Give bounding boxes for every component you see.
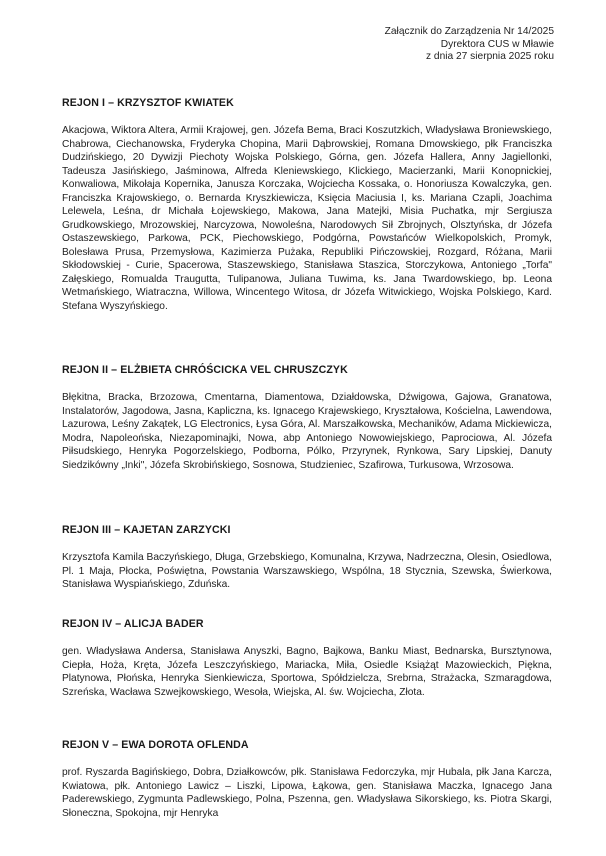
region-title: REJON V – EWA DOROTA OFLENDA <box>62 739 249 751</box>
region-title: REJON II – ELŻBIETA CHRÓŚCICKA VEL CHRUSZCZYK <box>62 364 348 376</box>
region-section-5 <box>62 739 552 820</box>
region-title: REJON IV – ALICJA BADER <box>62 618 204 630</box>
region-section-1 <box>62 97 552 313</box>
header-line-2: Dyrektora CUS w Mławie <box>440 38 554 50</box>
region-street-list: Akacjowa, Wiktora Altera, Armii Krajowej, gen. Józefa Bema, Braci Koszutzkich, Władysława Broniewskiego, Chabrowa, Ciechanowska, Fryderyka Chopina, Marii Dąbrowskiej, Romana Dmowskiego, płk Franciszka Dudzińskiego, 20 Dywizji Piechoty Wojska Polskiego, Górna, gen. Józefa Hallera, Anny Jagiellonki, Tadeusza Jasińskiego, Jaśminowa, Alfreda Kleniewskiego, Klickiego, Macierzanki, Marii Konopnickiej, Konwaliowa, Mikołaja Kopernika, Janusza Korczaka, Wojciecha Kossaka, o. Honoriusza Kowalczyka, gen. Franciszka Krajowskiego, o. Bernarda Kryszkiewicza, Księcia Maciusia I, ks. Mariana Czapli, Joachima Lelewela, Leśna, dr Michała Łojewskiego, Makowa, Jana Matejki, Misia Puchatka, mjr Sergiusza Grudkowskiego, Mrozowskiej, Narcyzowa, Nowoleśna, Narodowych Sił Zbrojnych, Olsztyńska, dr Józefa Ostaszewskiego, Parkowa, PCK, Piechowskiego, Podgórna, Powstańców Wielkopolskich, Promyk, Bolesława Prusa, Przemysłowa, Kazimierza Pużaka, Republiki Pińczowskiej, Rozgard, Różana, Marii Skłodowskiej - Curie, Spacerowa, Staszewskiego, Stanisława Staszica, Storczykowa, Antoniego „Torfa" Załęskiego, Romualda Traugutta, Tulipanowa, Juliana Tuwima, ks. Jana Twardowskiego, bp. Leona Wetmańskiego, Wiatraczna, Willowa, Wincentego Witosa, dr Józefa Witwickiego, Wojska Polskiego, Kard. Stefana Wyszyńskiego. <box>62 125 552 312</box>
region-section-3 <box>62 524 552 592</box>
region-title: REJON I – KRZYSZTOF KWIATEK <box>62 97 234 109</box>
region-street-list: prof. Ryszarda Bagińskiego, Dobra, Działkowców, płk. Stanisława Fedorczyka, mjr Hubala, płk Jana Karcza, Kwiatowa, płk. Antoniego Lawicz – Liszki, Lipowa, Łąkowa, gen. Stanisława Maczka, Ignacego Jana Paderewskiego, Zygmunta Padlewskiego, Polna, Pszenna, gen. Władysława Sikorskiego, ks. Piotra Skargi, Słoneczna, Spokojna, mjr Henryka <box>62 767 552 819</box>
region-section-4 <box>62 618 552 699</box>
region-section-2 <box>62 364 552 472</box>
attachment-header <box>385 26 554 64</box>
region-street-list: Krzysztofa Kamila Baczyńskiego, Długa, Grzebskiego, Komunalna, Krzywa, Nadrzeczna, Olesin, Osiedlowa, Pl. 1 Maja, Płocka, Poświętna, Powstania Warszawskiego, Wspólna, 18 Stycznia, Szewska, Świerkowa, Stanisława Wyspiańskiego, Zduńska. <box>62 552 552 590</box>
header-line-1: Załącznik do Zarządzenia Nr 14/2025 <box>384 26 554 37</box>
region-street-list: gen. Władysława Andersa, Stanisława Anyszki, Bagno, Bajkowa, Banku Miast, Bednarska, Bursztynowa, Ciepła, Hoża, Kręta, Józefa Leszczyńskiego, Mariacka, Miła, Osiedle Książąt Mazowieckich, Piękna, Platynowa, Płońska, Henryka Sienkiewicza, Sportowa, Spółdzielcza, Srebrna, Strażacka, Szmaragdowa, Szreńska, Wacława Szwejkowskiego, Wesoła, Wiejska, Al. św. Wojciecha, Złota. <box>62 646 552 698</box>
header-line-3: z dnia 27 sierpnia 2025 roku <box>426 51 554 63</box>
region-title: REJON III – KAJETAN ZARZYCKI <box>62 524 231 536</box>
region-street-list: Błękitna, Bracka, Brzozowa, Cmentarna, Diamentowa, Działdowska, Dźwigowa, Gajowa, Granatowa, Instalatorów, Jagodowa, Jasna, Kapliczna, ks. Ignacego Krajewskiego, Kryształowa, Kościelna, Lawendowa, Lazurowa, Leśny Zakątek, LG Electronics, Łysa Góra, Al. Marszałkowska, Mechaników, Adama Mickiewicza, Modra, Napoleońska, Niezapominajki, Nowa, abp Antoniego Nowowiejskiego, Paprociowa, Al. Józefa Piłsudskiego, Henryka Pogorzelskiego, Podborna, Pólko, Przyrynek, Rynkowa, Sary Lipskiej, Danuty Siedzikówny „Inki", Józefa Skrobińskiego, Sosnowa, Studzieniec, Szafirowa, Turkusowa, Wrzosowa. <box>62 392 552 471</box>
